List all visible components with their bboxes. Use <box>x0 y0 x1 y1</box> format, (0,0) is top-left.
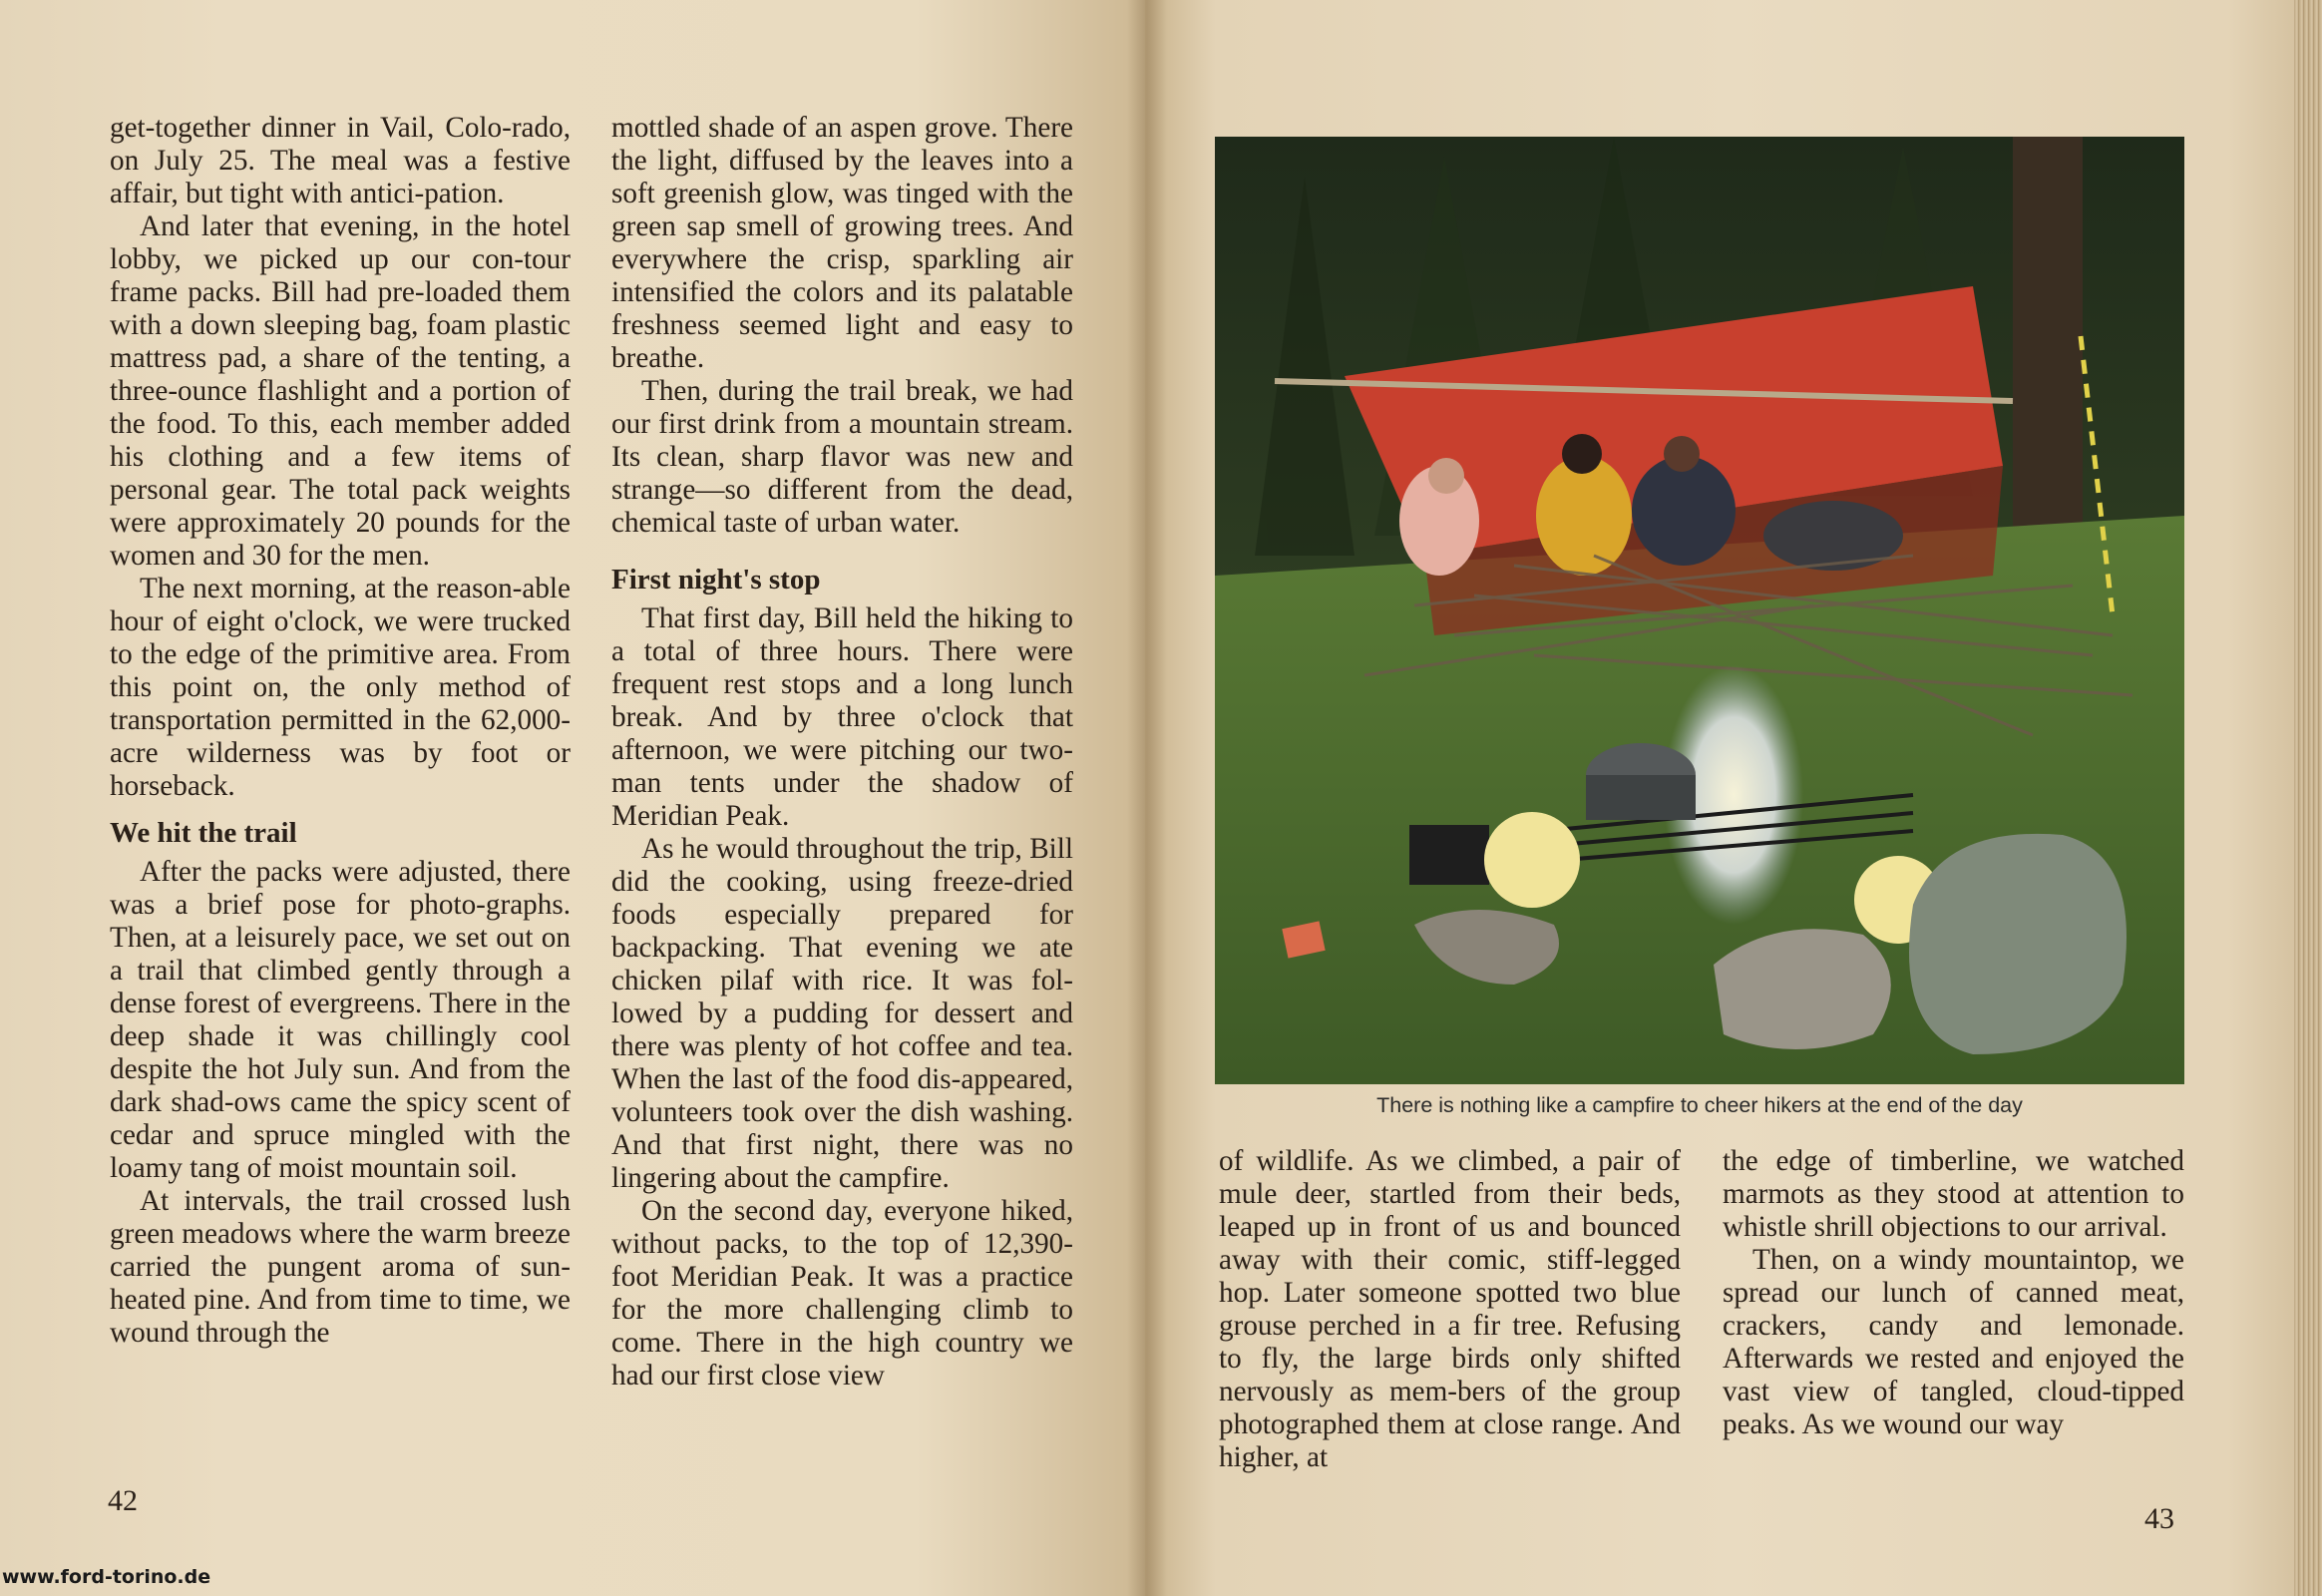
small-pot <box>1409 825 1489 885</box>
section-heading: We hit the trail <box>110 817 297 849</box>
log-end-left <box>1484 812 1580 908</box>
paragraph: Then, during the trail break, we had our first drink from a mountain stream. Its clean, sharp flavor was new and strange—so different from the dead, chemical taste of urban water. <box>611 375 1073 539</box>
paragraph: The next morning, at the reason-able hour of eight o'clock, we were trucked to the edge of the primitive area. From this point on, the only method of transportation permitted in the 62,000-acre wilderness was by foot or horseback. <box>110 573 571 802</box>
paragraph: mottled shade of an aspen grove. There the light, diffused by the leaves into a soft greenish glow, was tinged with the green sap smell of growing trees. And everywhere the crisp, sparkling air intensified the colors and its palatable freshness seemed light and easy to breathe. <box>611 112 1073 374</box>
paragraph: At intervals, the trail crossed lush green meadows where the warm breeze carried the pungent aroma of sun-heated pine. And from time to time, we wound through the <box>110 1185 571 1349</box>
campfire-photo <box>1215 137 2184 1084</box>
campfire-illustration <box>1215 137 2184 1084</box>
left-page-column-1 <box>110 112 571 1350</box>
paragraph: As he would throughout the trip, Bill did the cooking, using freeze-dried foods especially prepared for backpacking. That evening we ate chicken pilaf with rice. It was fol-lowed by a pudding for dessert and there was plenty of hot coffee and tea. When the last of the food dis-appeared, volunteers took over the dish washing. And that first night, there was no lingering about the campfire. <box>611 833 1073 1194</box>
page-number: 42 <box>108 1484 138 1517</box>
book-gutter <box>1127 0 1167 1596</box>
paragraph: On the second day, everyone hiked, without packs, to the top of 12,390-foot Meridian Peak. It was a practice for the more challenging climb to come. There in the high country we had our first close view <box>611 1195 1073 1392</box>
paragraph: the edge of timberline, we watched marmots as they stood at attention to whistle shrill objections to our arrival. <box>1723 1145 2184 1243</box>
boulder <box>1909 834 2127 1054</box>
paragraph: And later that evening, in the hotel lobby, we picked up our con-tour frame packs. Bill had pre-loaded them with a down sleeping bag, foam plastic mattress pad, a share of the tenting, a three-ounce flashlight and a portion of the food. To this, each member added his clothing and a few items of personal gear. The total pack weights were approximately 20 pounds for the women and 30 for the men. <box>110 210 571 572</box>
site-watermark: www.ford-torino.de <box>2 1566 211 1588</box>
paragraph: get-together dinner in Vail, Colo-rado, on July 25. The meal was a festive affair, but tight with antici-pation. <box>110 112 571 209</box>
paragraph: of wildlife. As we climbed, a pair of mule deer, startled from their beds, leaped up in front of us and bounced away with their comic, stiff-legged hop. Later someone spotted two blue grouse perched in a fir tree. Refusing to fly, the large birds only shifted nervously as mem-bers of the group photographed them at close range. And higher, at <box>1219 1145 1681 1473</box>
right-page-column-1 <box>1219 1145 1681 1474</box>
photo-caption: There is nothing like a campfire to cheer hikers at the end of the day <box>1376 1093 2023 1117</box>
paragraph: That first day, Bill held the hiking to a total of three hours. There were frequent rest stops and a long lunch break. And by three o'clock that afternoon, we were pitching our two-man tents under the shadow of Meridian Peak. <box>611 602 1073 832</box>
paragraph: Then, on a windy mountaintop, we spread our lunch of canned meat, crackers, candy and lemonade. Afterwards we rested and enjoyed the vast view of tangled, cloud-tipped peaks. As we wound our way <box>1723 1244 2184 1440</box>
section-heading: First night's stop <box>611 564 821 596</box>
fire-rock <box>1714 929 1891 1049</box>
left-page-column-2 <box>611 112 1073 1393</box>
right-page-column-2 <box>1723 1145 2184 1441</box>
page-edge <box>2294 0 2322 1596</box>
paragraph: After the packs were adjusted, there was a brief pose for photo-graphs. Then, at a leisurely pace, we set out on a trail that climbed gently through a dense forest of evergreens. There in the deep shade it was chillingly cool despite the hot July sun. And from the dark shad-ows came the spicy scent of cedar and spruce mingled with the loamy tang of moist mountain soil. <box>110 856 571 1184</box>
left-page <box>0 0 1145 1596</box>
page-number: 43 <box>2144 1502 2174 1535</box>
